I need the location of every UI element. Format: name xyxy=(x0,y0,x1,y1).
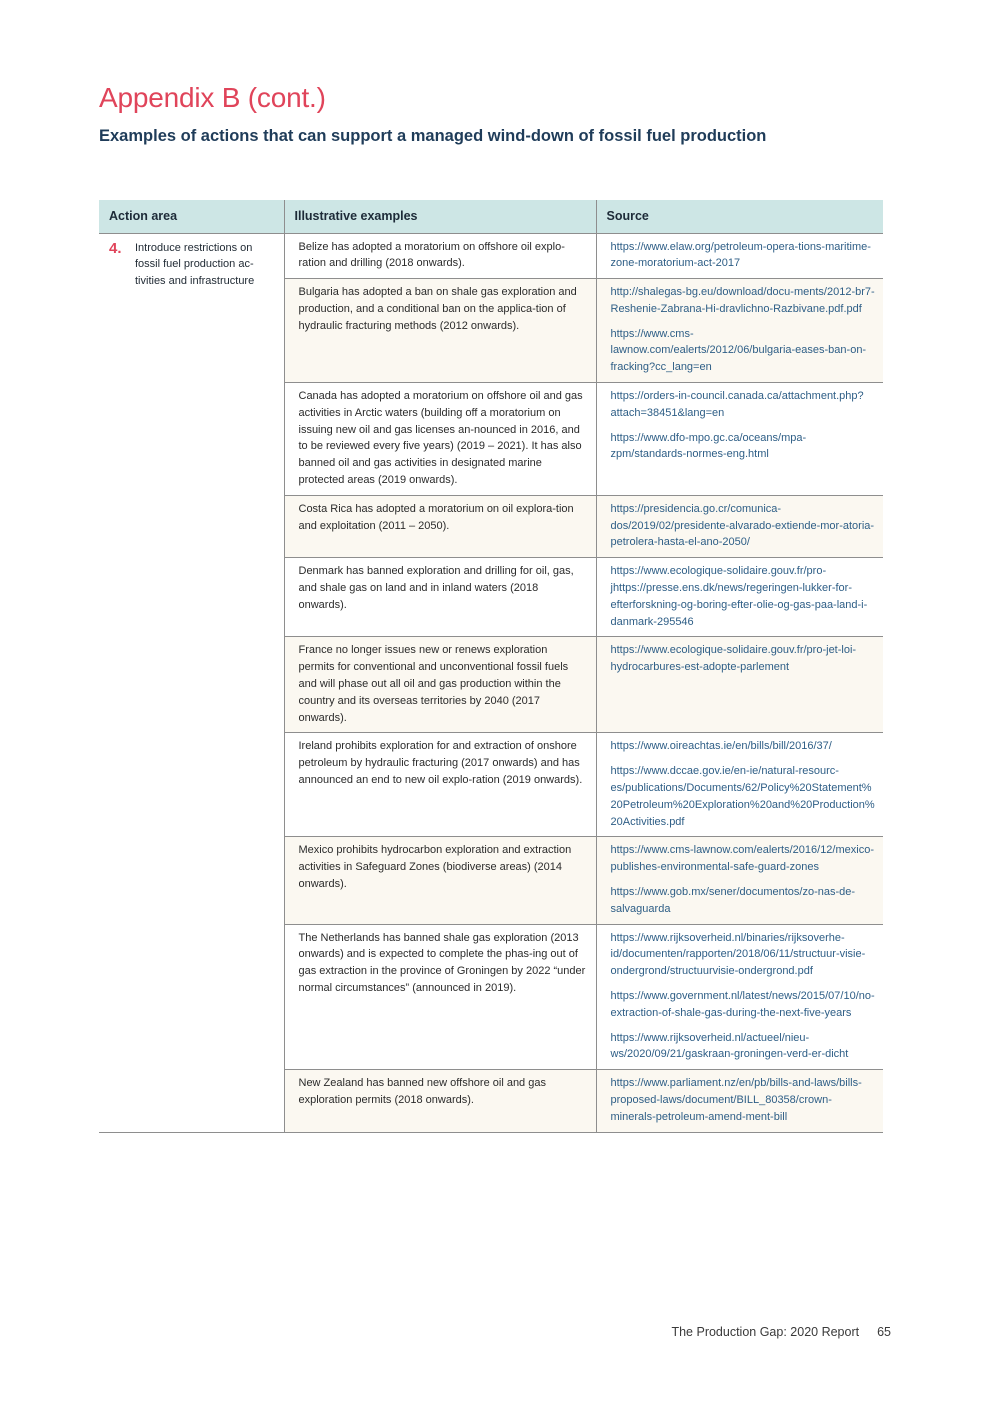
example-cell: New Zealand has banned new offshore oil and gas exploration permits (2018 onwards). xyxy=(284,1070,596,1132)
source-cell xyxy=(596,837,883,924)
page-title: Appendix B (cont.) xyxy=(99,82,326,113)
source-cell xyxy=(596,637,883,733)
footer-report-title: The Production Gap: 2020 Report xyxy=(671,1325,860,1339)
source-link[interactable]: https://www.cms-lawnow.com/ealerts/2016/12/mexico-publishes-environmental-safe-guard-zones xyxy=(610,844,874,874)
example-cell: Canada has adopted a moratorium on offshore oil and gas activities in Arctic waters (building off a moratorium on issuing new oil and gas licenses an-nounced in 2016, and to be reviewed every five years) (2019 – 2021). It has also banned oil and gas activities in designated marine protected areas (2019 onwards). xyxy=(284,383,596,496)
table-header-row xyxy=(99,200,883,233)
example-cell: Ireland prohibits exploration for and extraction of onshore petroleum by hydraulic fracturing (2017 onwards) and has announced an end to new oil explo-ration (2019 onwards). xyxy=(284,733,596,837)
source-link[interactable]: http://shalegas-bg.eu/download/docu-ments/2012-br7-Reshenie-Zabrana-Hi-dravlichno-Razbivane.pdf.pdf xyxy=(610,286,875,315)
action-text: Introduce restrictions on fossil fuel production ac-tivities and infrastructure xyxy=(135,241,255,288)
header-illustrative-examples: Illustrative examples xyxy=(284,200,596,233)
header-source: Source xyxy=(596,200,883,233)
source-link[interactable]: https://www.cms-lawnow.com/ealerts/2012/06/bulgaria-eases-ban-on-fracking?cc_lang=en xyxy=(610,327,867,374)
header-action-area: Action area xyxy=(99,200,284,233)
action-area xyxy=(109,240,276,290)
source-link[interactable]: https://orders-in-council.canada.ca/attachment.php?attach=38451&lang=en xyxy=(610,390,864,419)
example-cell: Belize has adopted a moratorium on offshore oil explo-ration and drilling (2018 onwards). xyxy=(284,233,596,279)
example-cell: France no longer issues new or renews exploration permits for conventional and unconventional fossil fuels and will phase out all oil and gas production within the country and its overseas territories by 2040 (2017 onwards). xyxy=(284,637,596,733)
actions-table xyxy=(99,200,883,1133)
source-cell xyxy=(596,495,883,557)
source-link[interactable]: https://presidencia.go.cr/comunica-dos/2019/02/presidente-alvarado-extiende-mor-atoria-petrolera-hasta-el-ano-2050/ xyxy=(610,502,875,549)
source-cell xyxy=(596,233,883,279)
source-link[interactable]: https://www.rijksoverheid.nl/actueel/nieu-ws/2020/09/21/gaskraan-groningen-verd-er-dicht xyxy=(610,1031,849,1061)
source-cell xyxy=(596,733,883,837)
source-cell xyxy=(596,558,883,637)
page-subtitle: Examples of actions that can support a managed wind-down of fossil fuel production xyxy=(99,127,767,145)
source-cell xyxy=(596,924,883,1070)
source-cell xyxy=(596,1070,883,1132)
example-cell: The Netherlands has banned shale gas exploration (2013 onwards) and is expected to complete the phas-ing out of gas extraction in the province of Groningen by 2022 “under normal circumstances” (announced in 2019). xyxy=(284,924,596,1070)
source-link[interactable]: https://www.elaw.org/petroleum-opera-tions-maritime-zone-moratorium-act-2017 xyxy=(610,240,871,270)
source-link[interactable]: https://www.parliament.nz/en/pb/bills-and-laws/bills-proposed-laws/document/BILL_80358/crown-minerals-petroleum-amend-ment-bill xyxy=(610,1077,862,1123)
example-cell: Costa Rica has adopted a moratorium on oil explora-tion and exploitation (2011 – 2050). xyxy=(284,495,596,557)
source-link[interactable]: https://www.ecologique-solidaire.gouv.fr/pro-jhttps://presse.ens.dk/news/regeringen-lukker-for-efterforskning-og-boring-efter-olie-og-gas-paa-land-i-danmark-295546 xyxy=(610,565,868,628)
source-cell xyxy=(596,383,883,496)
source-link[interactable]: https://www.dfo-mpo.gc.ca/oceans/mpa-zpm/standards-normes-eng.html xyxy=(610,431,807,461)
page-footer xyxy=(671,1325,891,1339)
source-cell xyxy=(596,279,883,383)
source-link[interactable]: https://www.rijksoverheid.nl/binaries/rijksoverhe-id/documenten/rapporten/2018/06/11/structuur-visie-ondergrond/structuurvisie-ondergrond.pdf xyxy=(610,931,866,978)
example-cell: Bulgaria has adopted a ban on shale gas exploration and production, and a conditional ban on the applica-tion of hydraulic fracturing methods (2012 onwards). xyxy=(284,279,596,383)
source-link[interactable]: https://www.government.nl/latest/news/2015/07/10/no-extraction-of-shale-gas-during-the-next-five-years xyxy=(610,989,875,1019)
source-link[interactable]: https://www.dccae.gov.ie/en-ie/natural-resourc-es/publications/Documents/62/Policy%20Statement%20Petroleum%20Exploration%20and%20Production%20Activities.pdf xyxy=(610,765,875,828)
table-row xyxy=(99,233,883,279)
page-number: 65 xyxy=(877,1325,891,1339)
source-link[interactable]: https://www.gob.mx/sener/documentos/zo-nas-de-salvaguarda xyxy=(610,886,856,915)
example-cell: Mexico prohibits hydrocarbon exploration and extraction activities in Safeguard Zones (biodiverse areas) (2014 onwards). xyxy=(284,837,596,924)
action-number: 4. xyxy=(109,239,122,257)
source-link[interactable]: https://www.ecologique-solidaire.gouv.fr/pro-jet-loi-hydrocarbures-est-adopte-parlement xyxy=(610,644,857,674)
source-link[interactable]: https://www.oireachtas.ie/en/bills/bill/2016/37/ xyxy=(610,740,832,753)
action-area-cell xyxy=(99,233,284,1132)
table-body xyxy=(99,233,883,1132)
example-cell: Denmark has banned exploration and drilling for oil, gas, and shale gas on land and in inland waters (2018 onwards). xyxy=(284,558,596,637)
